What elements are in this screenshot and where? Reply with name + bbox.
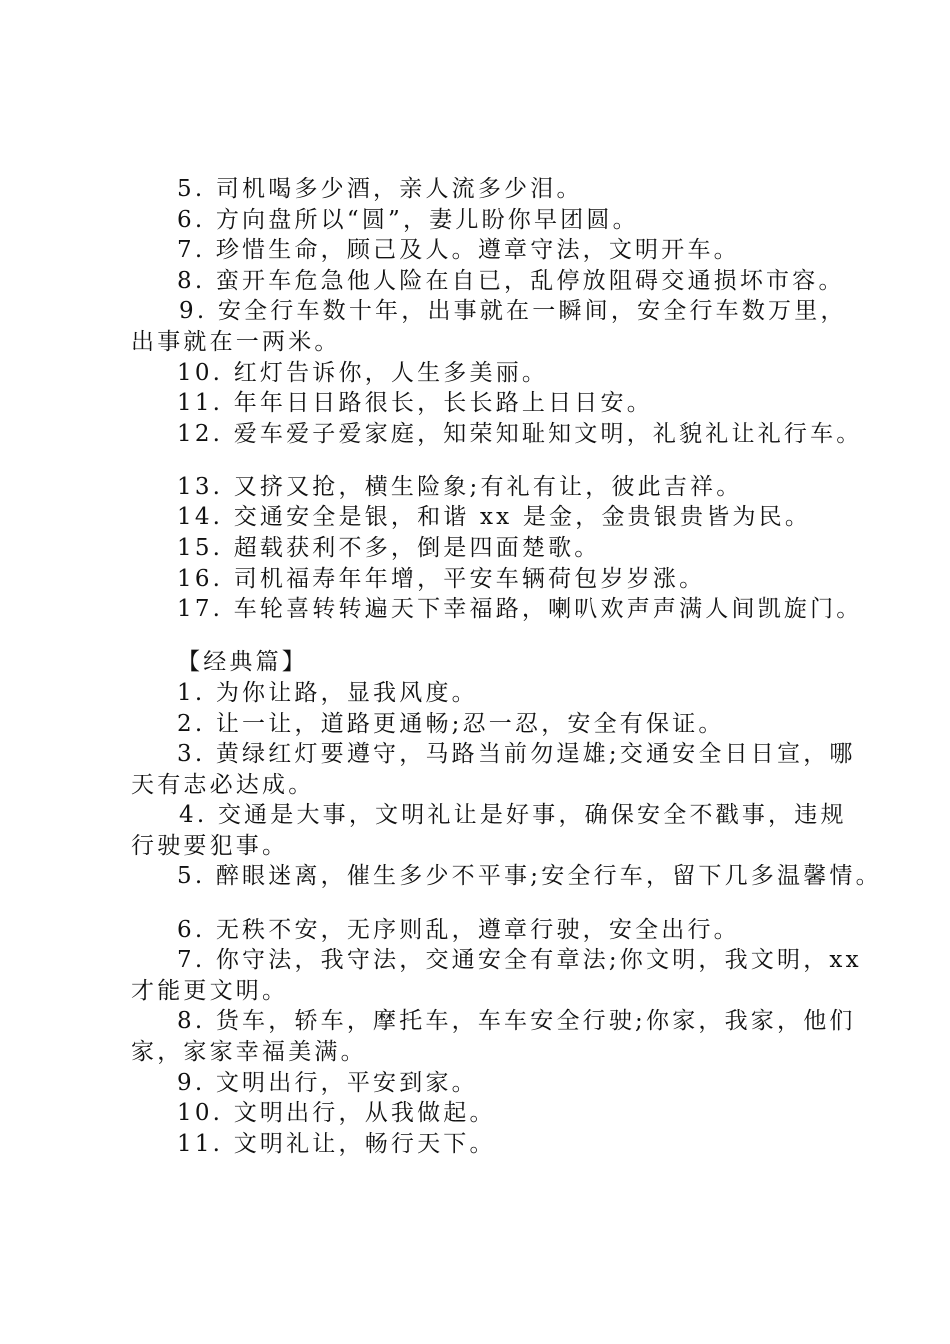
paragraph-gap bbox=[131, 892, 851, 915]
text-line: 行驶要犯事。 bbox=[131, 832, 289, 859]
text-line: 6. 无秩不安，无序则乱，遵章行驶，安全出行。 bbox=[177, 916, 740, 943]
paragraph-gap bbox=[131, 625, 851, 648]
text-line: 8. 蛮开车危急他人险在自已，乱停放阻碍交通损坏市容。 bbox=[177, 267, 845, 294]
text-line: 家，家家幸福美满。 bbox=[131, 1038, 367, 1065]
text-line: 8. 货车，轿车，摩托车，车车安全行驶;你家，我家，他们 bbox=[177, 1008, 856, 1035]
text-line: 15. 超载获利不多，倒是四面楚歌。 bbox=[177, 535, 601, 562]
text-line: 10. 文明出行，从我做起。 bbox=[177, 1100, 496, 1127]
text-line: 才能更文明。 bbox=[131, 977, 289, 1004]
section-title: 【经典篇】 bbox=[177, 649, 308, 676]
text-line: 4. 交通是大事，文明礼让是好事，确保安全不戳事，违规 bbox=[179, 802, 847, 829]
text-line: 出事就在一两米。 bbox=[131, 328, 341, 355]
text-line: 6. 方向盘所以“圆”，妻儿盼你早团圆。 bbox=[177, 206, 639, 233]
paragraph-gap bbox=[131, 449, 851, 472]
text-line: 7. 珍惜生命，顾己及人。遵章守法，文明开车。 bbox=[177, 237, 740, 264]
text-line: 5. 司机喝多少酒，亲人流多少泪。 bbox=[177, 176, 583, 202]
text-line: 2. 让一让，道路更通畅;忍一忍，安全有保证。 bbox=[177, 710, 725, 737]
text-line: 9. 安全行车数十年，出事就在一瞬间，安全行车数万里， bbox=[179, 298, 847, 325]
text-line: 13. 又挤又抢，横生险象;有礼有让，彼此吉祥。 bbox=[177, 473, 743, 500]
text-line: 1. 为你让路，显我风度。 bbox=[177, 679, 478, 706]
text-line: 7. 你守法，我守法，交通安全有章法;你文明，我文明，xx bbox=[177, 947, 862, 974]
text-line: 16. 司机福寿年年增，平安车辆荷包岁岁涨。 bbox=[177, 565, 706, 592]
text-line: 11. 年年日日路很长，长长路上日日安。 bbox=[177, 390, 653, 417]
text-line: 10. 红灯告诉你，人生多美丽。 bbox=[177, 359, 549, 386]
text-line: 17. 车轮喜转转遍天下幸福路，喇叭欢声声满人间凯旋门。 bbox=[177, 596, 863, 623]
text-line: 9. 文明出行，平安到家。 bbox=[177, 1069, 478, 1096]
text-line: 5. 醉眼迷离，催生多少不平事;安全行车，留下几多温馨情。 bbox=[177, 863, 882, 890]
document-body bbox=[131, 174, 882, 1159]
text-line: 11. 文明礼让，畅行天下。 bbox=[177, 1130, 496, 1157]
text-line: 14. 交通安全是银，和谐 xx 是金，金贵银贵皆为民。 bbox=[177, 504, 812, 531]
text-line: 12. 爱车爱子爱家庭，知荣知耻知文明，礼貌礼让礼行车。 bbox=[177, 420, 863, 447]
text-line: 3. 黄绿红灯要遵守，马路当前勿逞雄;交通安全日日宣，哪 bbox=[177, 741, 856, 768]
text-line: 天有志必达成。 bbox=[131, 771, 315, 798]
